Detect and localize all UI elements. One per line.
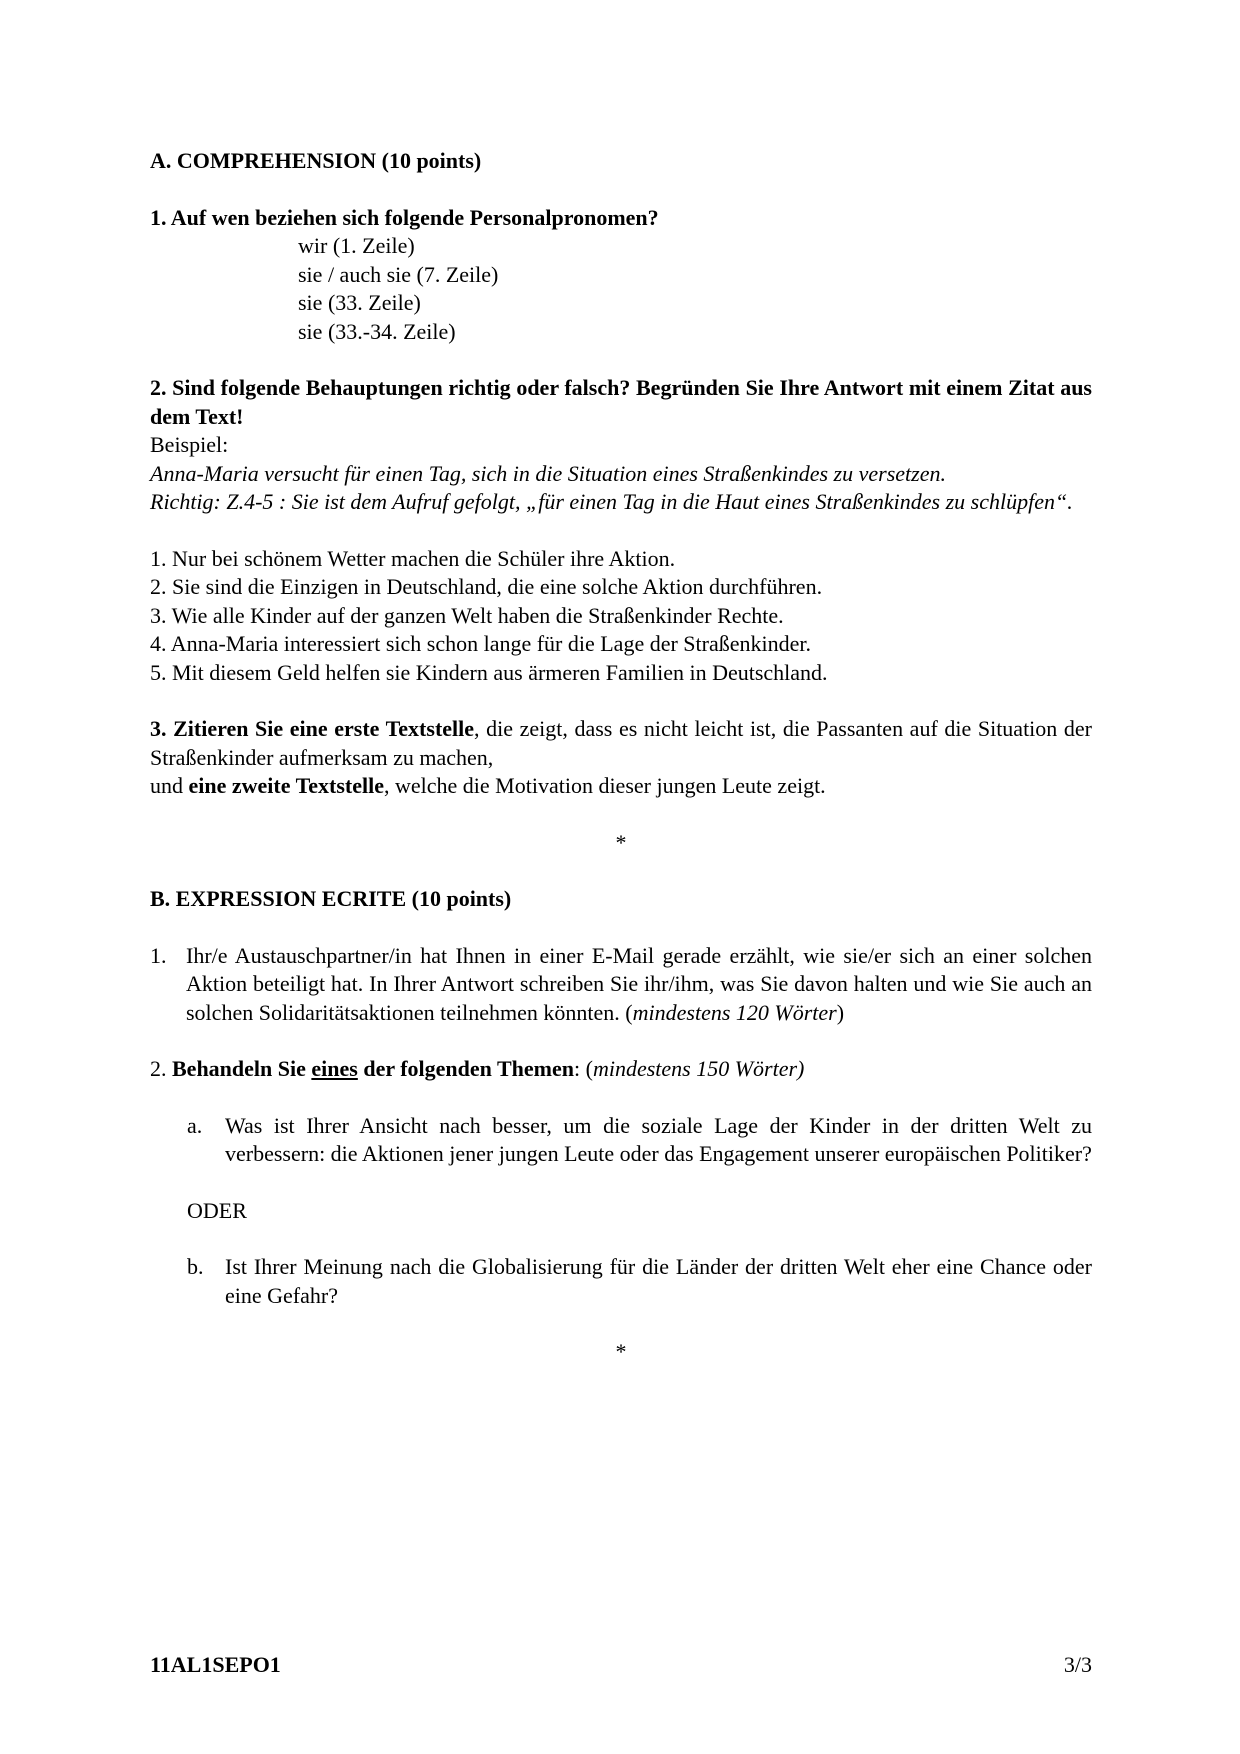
topic-option-a	[150, 1112, 1092, 1169]
page-footer	[150, 1651, 1092, 1680]
option-label: a.	[187, 1112, 203, 1138]
writing-task-1	[150, 942, 1092, 1028]
option-label: b.	[187, 1254, 204, 1279]
task-1-close: )	[836, 999, 845, 1025]
question-3-bold-2: eine zweite Textstelle	[188, 773, 384, 798]
task-1-text: Ihr/e Austauschpartner/in hat Ihnen in einer E-Mail gerade erzählt, wie sie/er sich an einer solchen Aktion beteiligt hat. In Ihrer Antwort schreiben Sie ihr/ihm, was Sie davon halten und wie Sie auch an solchen Solidaritätsaktionen teilnehmen könnten. (	[186, 942, 1092, 1025]
statement-item: 2. Sie sind die Einzigen in Deutschland, die eine solche Aktion durchführen.	[150, 574, 823, 599]
statement-item: 5. Mit diesem Geld helfen sie Kindern aus ärmeren Familien in Deutschland.	[150, 659, 828, 685]
pronoun-item: sie / auch sie (7. Zeile)	[298, 261, 499, 287]
section-separator: *	[615, 1339, 627, 1364]
task-text	[186, 942, 1092, 1028]
statement-item: 1. Nur bei schönem Wetter machen die Schüler ihre Aktion.	[150, 545, 676, 571]
exam-code: 11AL1SEPO1	[150, 1652, 281, 1677]
task-2-bold-b: der folgenden Themen	[357, 1056, 574, 1081]
statement-item: 3. Wie alle Kinder auf der ganzen Welt haben die Straßenkinder Rechte.	[150, 602, 784, 628]
example-label: Beispiel:	[150, 432, 229, 457]
question-3-part-2	[150, 772, 1092, 801]
question-1-title: 1. Auf wen beziehen sich folgende Personalpronomen?	[150, 204, 659, 230]
question-3-bold-1: 3. Zitieren Sie eine erste Textstelle	[150, 716, 475, 741]
writing-task-2-title	[150, 1055, 1092, 1084]
topic-option-b	[150, 1253, 1092, 1310]
question-3-lead-2: und	[150, 773, 189, 798]
exam-page	[150, 147, 1092, 1367]
section-a-title: A. COMPREHENSION (10 points)	[150, 148, 482, 173]
pronoun-item: sie (33. Zeile)	[298, 290, 421, 315]
task-2-word-count: mindestens 150 Wörter)	[592, 1056, 805, 1081]
question-3-text-2: , welche die Motivation dieser jungen Leute zeigt.	[384, 773, 826, 798]
question-3-part-1	[150, 715, 1092, 772]
option-text: Ist Ihrer Meinung nach die Globalisierung für die Länder der dritten Welt eher eine Chance oder eine Gefahr?	[225, 1254, 1092, 1308]
task-2-number: 2.	[150, 1056, 172, 1081]
task-number: 1.	[150, 942, 167, 968]
option-text: Was ist Ihrer Ansicht nach besser, um die soziale Lage der Kinder in der dritten Welt zu verbessern: die Aktionen jener jungen Leute oder das Engagement unserer europäischen Politiker?	[225, 1112, 1092, 1166]
question-3-text-1: , die zeigt, dass es nicht leicht ist, die Passanten auf die Situation der Straßenkinder aufmerksam zu machen,	[150, 716, 1092, 770]
oder-label: ODER	[187, 1197, 247, 1223]
task-2-colon: : (	[573, 1056, 593, 1081]
question-2-title: 2. Sind folgende Behauptungen richtig oder falsch? Begründen Sie Ihre Antwort mit einem Zitat aus dem Text!	[150, 375, 1092, 429]
example-answer: Richtig: Z.4-5 : Sie ist dem Aufruf gefolgt, „für einen Tag in die Haut eines Straßenkindes zu schlüpfen“.	[150, 489, 1073, 514]
task-2-underlined: eines	[311, 1056, 358, 1081]
statement-item: 4. Anna-Maria interessiert sich schon lange für die Lage der Straßenkinder.	[150, 631, 811, 656]
task-2-bold-a: Behandeln Sie	[172, 1056, 312, 1081]
pronoun-item: wir (1. Zeile)	[298, 233, 415, 258]
example-statement: Anna-Maria versucht für einen Tag, sich in die Situation eines Straßenkindes zu versetzen.	[150, 460, 946, 486]
task-1-word-count: mindestens 120 Wörter	[632, 999, 837, 1025]
page-number: 3/3	[1063, 1652, 1092, 1677]
section-separator: *	[615, 829, 627, 855]
pronoun-item: sie (33.-34. Zeile)	[298, 318, 456, 344]
section-b-title: B. EXPRESSION ECRITE (10 points)	[150, 886, 512, 911]
